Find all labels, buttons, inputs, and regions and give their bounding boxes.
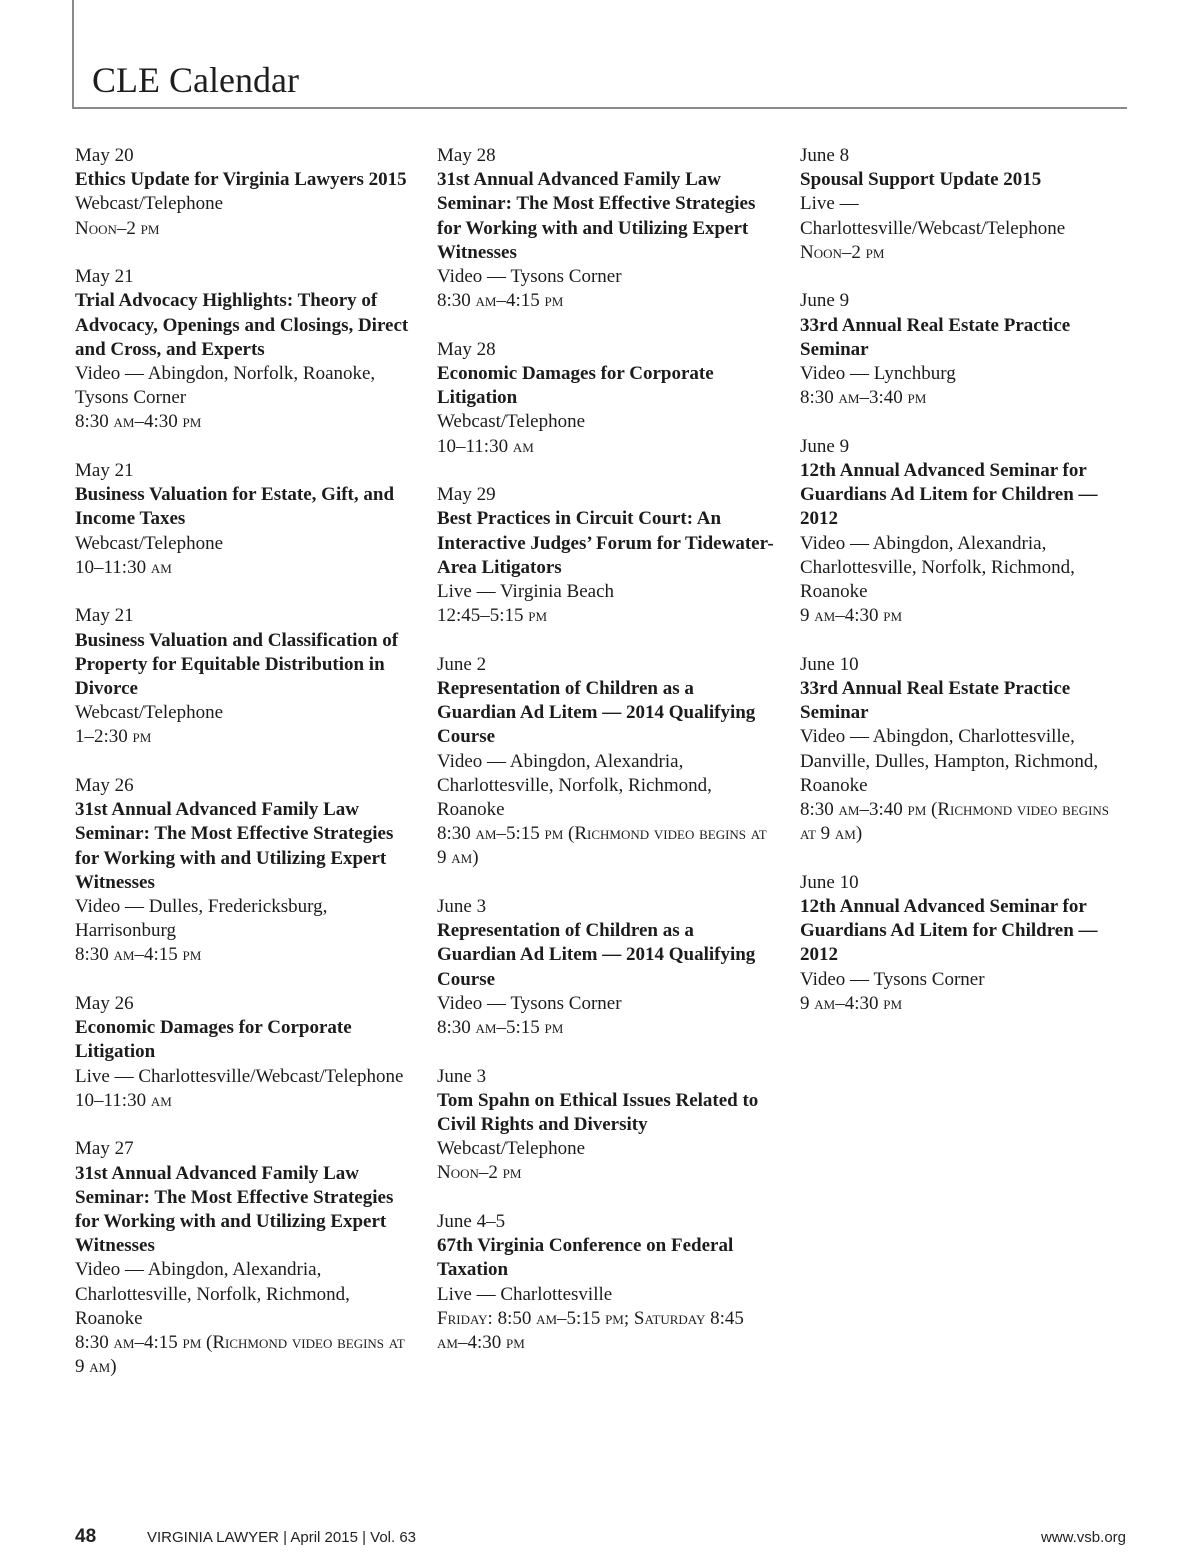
calendar-event <box>437 483 777 628</box>
calendar-event <box>800 289 1120 410</box>
event-date: June 9 <box>800 290 850 312</box>
event-date: June 3 <box>437 896 487 918</box>
event-date: May 21 <box>75 460 134 482</box>
event-title: Best Practices in Circuit Court: An Interactive Judges’ Forum for Tidewater-Area Litigators <box>437 508 774 578</box>
event-time: 12:45–5:15 pm <box>437 605 548 627</box>
calendar-column-1 <box>75 144 415 1404</box>
event-location: Live — Virginia Beach <box>437 581 615 603</box>
event-title: 33rd Annual Real Estate Practice Seminar <box>800 314 1071 360</box>
calendar-column-3 <box>800 144 1120 1040</box>
calendar-event <box>75 459 415 580</box>
calendar-event <box>437 144 777 313</box>
calendar-event <box>75 144 415 241</box>
event-title: 12th Annual Advanced Seminar for Guardians Ad Litem for Children — 2012 <box>800 896 1098 966</box>
event-date: May 21 <box>75 266 134 288</box>
event-date: June 8 <box>800 145 850 166</box>
event-time: 8:30 am–3:40 pm <box>800 387 927 409</box>
event-time: 8:30 am–3:40 pm (Richmond video begins at 9 am) <box>800 799 1110 845</box>
event-title: 67th Virginia Conference on Federal Taxation <box>437 1235 734 1281</box>
event-title: Representation of Children as a Guardian Ad Litem — 2014 Qualifying Course <box>437 920 756 990</box>
event-time: 1–2:30 pm <box>75 726 152 748</box>
page-title: CLE Calendar <box>92 60 299 100</box>
event-time: 8:30 am–4:15 pm <box>437 290 564 312</box>
calendar-event <box>75 1137 415 1379</box>
event-location: Webcast/Telephone <box>75 532 224 554</box>
event-time: 9 am–4:30 pm <box>800 992 903 1014</box>
event-time: 8:30 am–4:15 pm (Richmond video begins at 9 am) <box>75 1332 405 1378</box>
calendar-event <box>800 871 1120 1016</box>
event-date: June 10 <box>800 653 859 675</box>
calendar-event <box>75 604 415 749</box>
event-location: Live — Charlottesville <box>437 1283 613 1305</box>
event-title: 12th Annual Advanced Seminar for Guardians Ad Litem for Children — 2012 <box>800 460 1098 530</box>
event-title: Tom Spahn on Ethical Issues Related to Civil Rights and Diversity <box>437 1089 759 1136</box>
event-location: Webcast/Telephone <box>75 193 224 215</box>
event-location: Video — Abingdon, Alexandria, Charlottesville, Norfolk, Richmond, Roanoke <box>437 750 712 821</box>
event-title: Spousal Support Update 2015 <box>800 169 1042 191</box>
event-location: Video — Abingdon, Norfolk, Roanoke, Tysons Corner <box>75 363 376 409</box>
event-title: 31st Annual Advanced Family Law Seminar: The Most Effective Strategies for Working with and Utilizing Expert Witnesses <box>75 1162 394 1257</box>
calendar-event <box>437 895 777 1040</box>
event-date: June 9 <box>800 435 850 457</box>
event-date: June 3 <box>437 1065 487 1087</box>
event-time: Noon–2 pm <box>800 241 885 263</box>
event-location: Video — Tysons Corner <box>800 968 985 990</box>
event-time: 10–11:30 am <box>75 556 172 578</box>
event-location: Video — Lynchburg <box>800 363 956 385</box>
event-date: May 28 <box>437 338 496 360</box>
calendar-event <box>437 653 777 871</box>
event-date: May 27 <box>75 1138 134 1160</box>
calendar-event <box>800 435 1120 629</box>
event-time: 8:30 am–5:15 pm (Richmond video begins at 9 am) <box>437 823 767 869</box>
event-time: 8:30 am–4:15 pm <box>75 944 202 966</box>
event-location: Video — Dulles, Fredericksburg, Harrisonburg <box>75 896 328 942</box>
event-time: Noon–2 pm <box>75 217 160 239</box>
calendar-event <box>75 774 415 968</box>
header-vertical-rule <box>72 0 74 108</box>
event-date: May 20 <box>75 145 134 166</box>
event-location: Video — Abingdon, Alexandria, Charlottesville, Norfolk, Richmond, Roanoke <box>75 1259 350 1329</box>
event-title: Ethics Update for Virginia Lawyers 2015 <box>75 169 407 191</box>
calendar-event <box>800 653 1120 847</box>
event-title: 31st Annual Advanced Family Law Seminar: The Most Effective Strategies for Working with and Utilizing Expert Witnesses <box>75 799 394 893</box>
event-time: 10–11:30 am <box>437 435 534 457</box>
event-time: Noon–2 pm <box>437 1162 522 1184</box>
event-date: June 10 <box>800 871 859 893</box>
event-date: June 2 <box>437 653 487 675</box>
event-location: Video — Abingdon, Alexandria, Charlottesville, Norfolk, Richmond, Roanoke <box>800 532 1075 603</box>
calendar-event <box>800 144 1120 265</box>
event-location: Webcast/Telephone <box>437 411 586 433</box>
event-date: May 21 <box>75 605 134 627</box>
event-time: 10–11:30 am <box>75 1089 172 1111</box>
event-location: Live — Charlottesville/Webcast/Telephone <box>800 193 1066 239</box>
calendar-event <box>437 1210 777 1355</box>
event-title: 31st Annual Advanced Family Law Seminar: The Most Effective Strategies for Working with and Utilizing Expert Witnesses <box>437 169 756 263</box>
event-location: Webcast/Telephone <box>75 702 224 724</box>
event-time: Friday: 8:50 am–5:15 pm; Saturday 8:45 am–4:30 pm <box>437 1307 744 1354</box>
calendar-column-2 <box>437 144 777 1380</box>
event-title: Business Valuation for Estate, Gift, and Income Taxes <box>75 484 395 530</box>
publication-info: VIRGINIA LAWYER | April 2015 | Vol. 63 <box>147 1529 417 1546</box>
event-title: Trial Advocacy Highlights: Theory of Advocacy, Openings and Closings, Direct and Cross, and Experts <box>75 290 409 360</box>
event-time: 8:30 am–5:15 pm <box>437 1017 564 1039</box>
event-location: Webcast/Telephone <box>437 1138 586 1160</box>
event-location: Video — Tysons Corner <box>437 266 622 288</box>
event-location: Video — Abingdon, Charlottesville, Danville, Dulles, Hampton, Richmond, Roanoke <box>800 726 1099 796</box>
event-location: Video — Tysons Corner <box>437 992 622 1014</box>
event-title: Economic Damages for Corporate Litigation <box>437 363 714 409</box>
calendar-event <box>437 1065 777 1186</box>
event-title: Business Valuation and Classification of Property for Equitable Distribution in Divorce <box>75 629 399 700</box>
event-time: 8:30 am–4:30 pm <box>75 411 202 433</box>
event-title: Economic Damages for Corporate Litigation <box>75 1017 352 1063</box>
website-link[interactable]: www.vsb.org <box>1040 1529 1126 1546</box>
event-date: May 26 <box>75 775 134 797</box>
event-title: Representation of Children as a Guardian Ad Litem — 2014 Qualifying Course <box>437 678 756 748</box>
page-footer <box>75 1524 1126 1550</box>
event-location: Live — Charlottesville/Webcast/Telephone <box>75 1065 404 1087</box>
calendar-event <box>75 265 415 434</box>
event-date: June 4–5 <box>437 1211 506 1233</box>
calendar-event <box>437 338 777 459</box>
event-time: 9 am–4:30 pm <box>800 605 903 627</box>
event-date: May 26 <box>75 993 134 1015</box>
event-title: 33rd Annual Real Estate Practice Seminar <box>800 678 1071 724</box>
event-date: May 28 <box>437 145 496 166</box>
header-horizontal-rule <box>72 107 1127 109</box>
page-number: 48 <box>75 1526 97 1547</box>
event-date: May 29 <box>437 484 496 506</box>
calendar-event <box>75 992 415 1113</box>
